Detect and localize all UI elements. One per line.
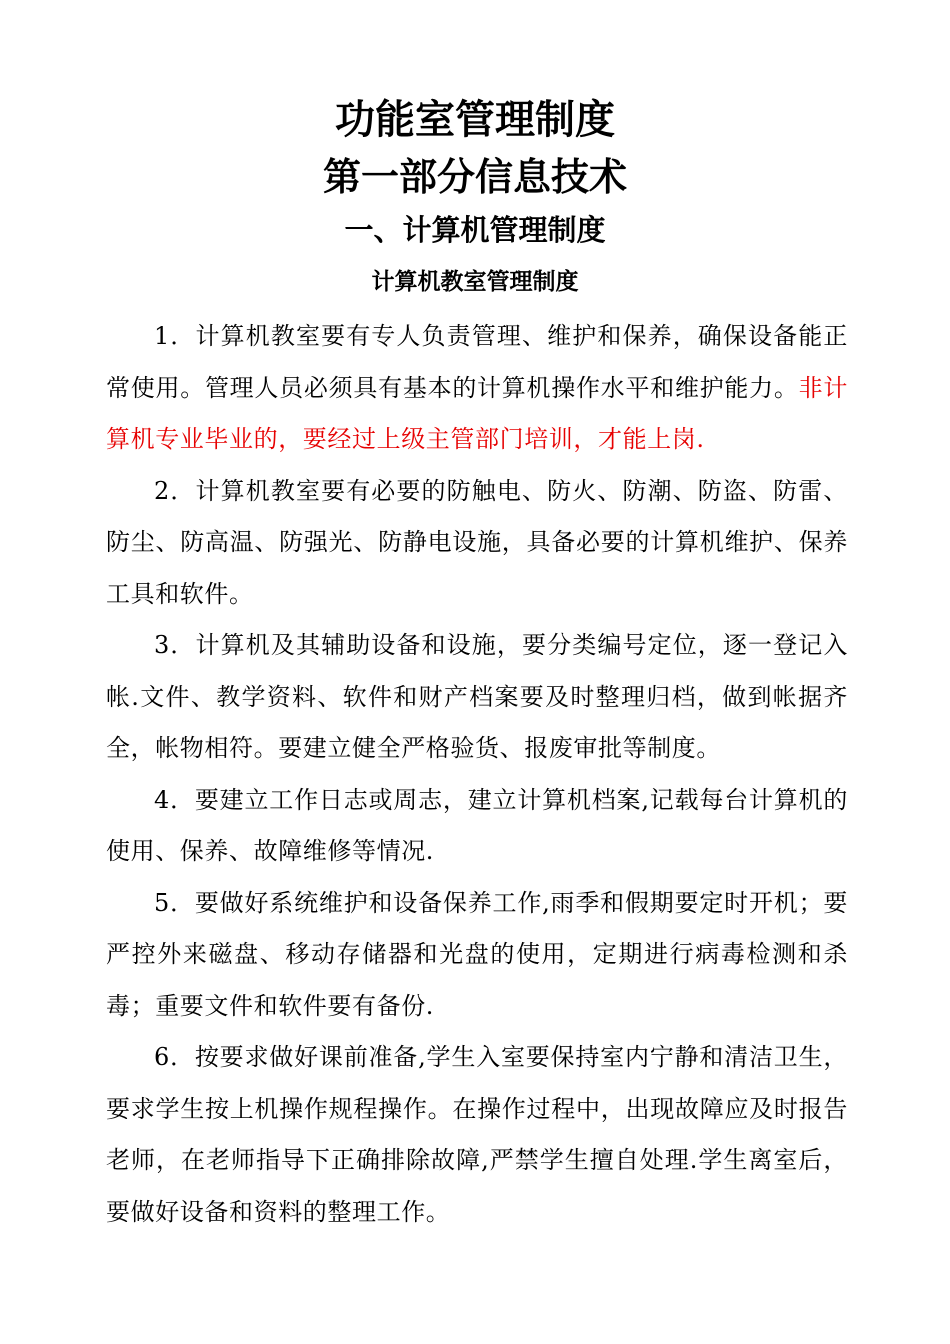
document-body <box>106 311 848 1238</box>
part-title: 第一部分信息技术 <box>322 155 627 199</box>
document-title: 功能室管理制度 <box>335 97 615 143</box>
subsection-title: 计算机教室管理制度 <box>371 269 579 295</box>
paragraph-5: 5．要做好系统维护和设备保养工作,雨季和假期要定时开机；要严控外来磁盘、移动存储器和光盘的使用，定期进行病毒检测和杀毒；重要文件和软件要有备份. <box>106 888 848 1020</box>
paragraph-6: 6．按要求做好课前准备,学生入室要保持室内宁静和清洁卫生，要求学生按上机操作规程操作。在操作过程中，出现故障应及时报告老师，在老师指导下正确排除故障,严禁学生擅自处理.学生离室后，要做好设备和资料的整理工作。 <box>106 1043 848 1226</box>
paragraph-3: 3．计算机及其辅助设备和设施，要分类编号定位，逐一登记入帐.文件、教学资料、软件和财产档案要及时整理归档，做到帐据齐全，帐物相符。要建立健全严格验货、报废审批等制度。 <box>106 631 848 762</box>
section-title: 一、计算机管理制度 <box>344 213 606 247</box>
paragraph-1 <box>106 311 848 466</box>
paragraph-2: 2．计算机教室要有必要的防触电、防火、防潮、防盗、防雷、防尘、防高温、防强光、防静电设施，具备必要的计算机维护、保养工具和软件。 <box>106 476 848 608</box>
paragraph-1-text: 1．计算机教室要有专人负责管理、维护和保养，确保设备能正常使用。管理人员必须具有基本的计算机操作水平和维护能力。 <box>106 322 848 402</box>
paragraph-1-highlight: 非计算机专业毕业的，要经过上级主管部门培训，才能上岗. <box>106 373 848 453</box>
paragraph-4: 4．要建立工作日志或周志，建立计算机档案,记载每台计算机的使用、保养、故障维修等情况. <box>106 785 848 865</box>
